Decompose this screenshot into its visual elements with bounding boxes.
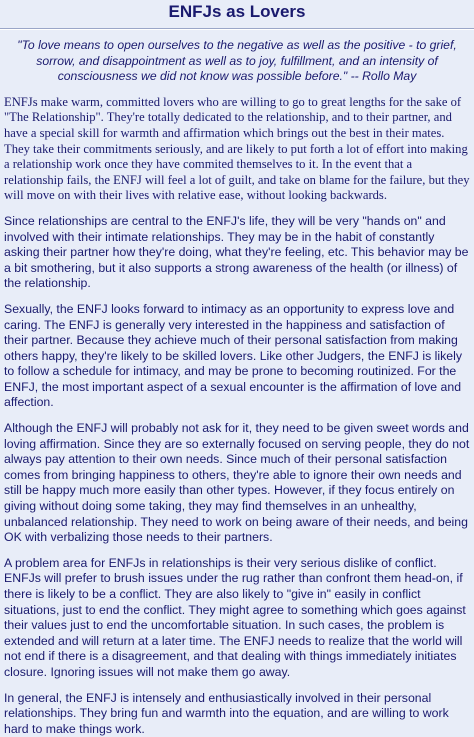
paragraph-relationships: Since relationships are central to the ENFJ's life, they will be very "hands on" and involved with their intimate relationships. They may be in the habit of constantly asking their partner how they're doing, what they're feeling, etc. This behavior may be a bit smothering, but it also supports a strong awareness of the health (or illness) of the relationship. — [4, 213, 469, 291]
page-title: ENFJs as Lovers — [168, 2, 306, 21]
paragraph-affirmation: Although the ENFJ will probably not ask for it, they need to be given sweet words and loving affirmation. Since they are so externally focused on serving people, they do not always pay attention to their own needs. Since much of their personal satisfaction comes from bringing happiness to others, they're able to ignore their own needs and still be happy much more easily than other types. However, if they focus entirely on giving without doing some taking, they may find themselves in an unhealthy, unbalanced relationship. They need to work on being aware of their needs, and being OK with verbalizing those needs to their partners. — [4, 421, 470, 545]
paragraph-conflict: A problem area for ENFJs in relationships is their very serious dislike of conflict. ENFJs will prefer to brush issues under the rug rather than confront them head-on, if there is likely to be a conflict. They are also likely to "give in" easily in conflict situations, just to end the conflict. They might agree to something which goes against their values just to end the uncomfortable situation. In such cases, the problem is extended and will return at a later time. The ENFJ needs to realize that the world will not end if there is a disagreement, and that dealing with things immediately initiates closure. Ignoring issues will not make them go away. — [4, 555, 466, 679]
title-divider — [0, 28, 474, 30]
paragraph-sexuality: Sexually, the ENFJ looks forward to intimacy as an opportunity to express love and caring. The ENFJ is generally very interested in the happiness and satisfaction of their partner. Because they achieve much of their personal satisfaction from making others happy, they're likely to be skilled lovers. Like other Judgers, the ENFJ is likely to follow a schedule for intimacy, and may be prone to becoming routinized. For the ENFJ, the most important aspect of a sexual encounter is the affirmation of love and affection. — [4, 301, 462, 410]
paragraph-conclusion: In general, the ENFJ is intensely and enthusiastically involved in their personal relationships. They bring fun and warmth into the equation, and are willing to work hard to make things work. — [4, 690, 449, 736]
paragraph-intro: ENFJs make warm, committed lovers who are willing to go to great lengths for the sake of "The Relationship". They're totally dedicated to the relationship, and to their partner, and have a special skill for warmth and affirmation which brings out the best in their mates. They take their commitments seriously, and are likely to put forth a lot of effort into making a relationship work once they have commited themselves to it. In the event that a relationship fails, the ENFJ will feel a lot of guilt, and take on blame for the failure, but they will move on with their lives with relative ease, without looking backwards. — [4, 94, 470, 203]
opening-quote: "To love means to open ourselves to the negative as well as the positive - to grief, sorrow, and disappointment as well as to joy, fulfillment, and an intensity of consciousness we did not know was possible before." -- Rollo May — [17, 38, 457, 84]
